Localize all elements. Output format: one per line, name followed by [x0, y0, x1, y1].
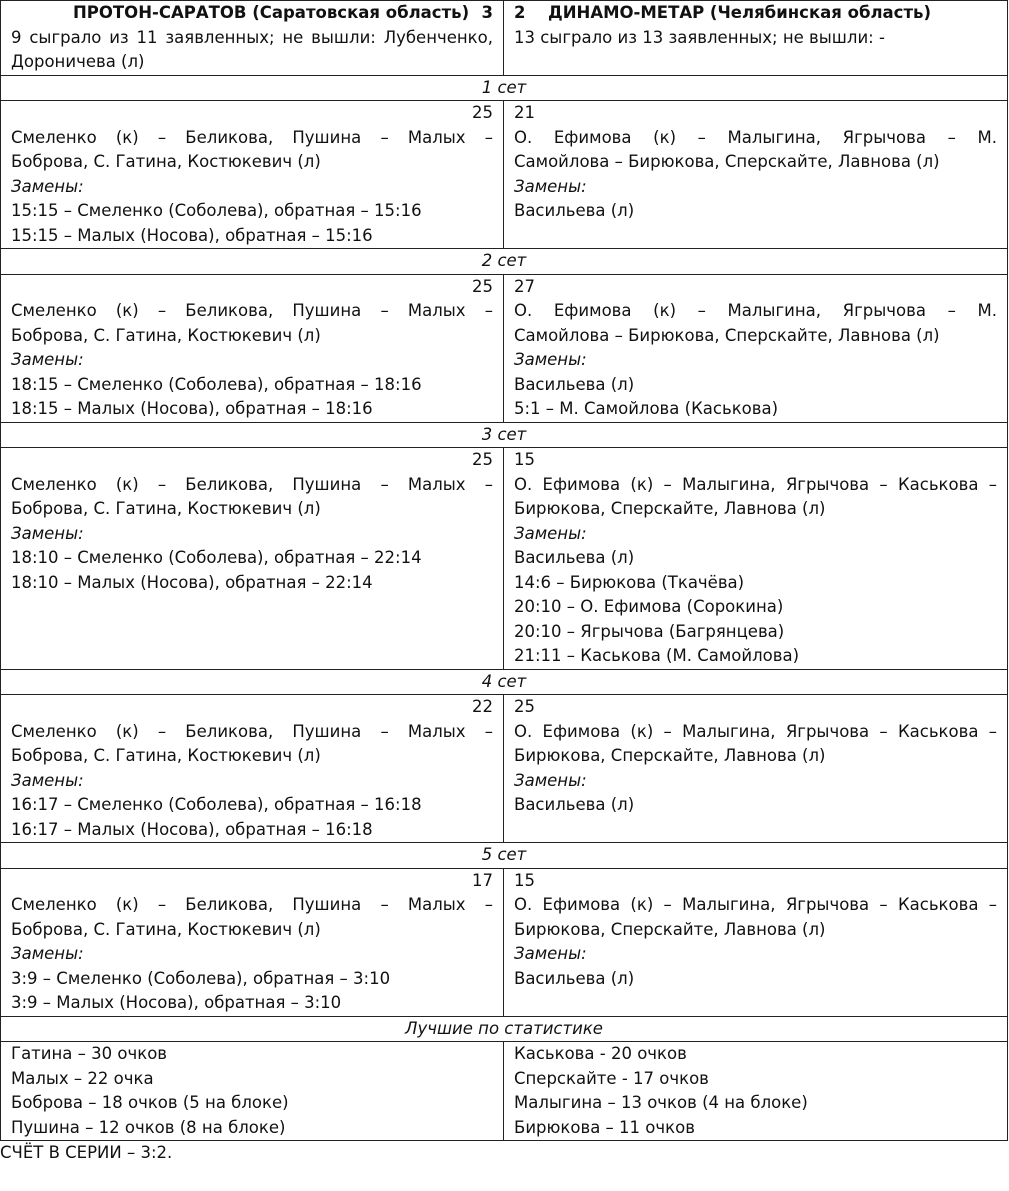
set-3-away-subs-label: Замены: [514, 523, 587, 543]
set-5-away-cell [504, 868, 1008, 1016]
set-1-title: 1 сет [1, 75, 1008, 101]
set-title-row [1, 843, 1008, 869]
set-4-away-cell [504, 695, 1008, 843]
set-4-home-sub: 16:17 – Смеленко (Соболева), обратная – 16:18 [11, 795, 422, 814]
set-2-away-sub: Васильева (л) [514, 374, 635, 394]
set-1-away-lineup-line1: О. Ефимова (к) – Малыгина, Ягрычова – М. [514, 127, 997, 147]
home-team-roster-info-line1: 9 сыграло из 11 заявленных; не вышли: Лубенченко, [11, 27, 493, 47]
set-4-home-points: 22 [472, 697, 493, 716]
set-4-away-sub: Васильева (л) [514, 795, 635, 814]
set-2-home-sub: 18:15 – Смеленко (Соболева), обратная – 18:16 [11, 374, 422, 394]
set-2-home-points: 25 [472, 276, 493, 296]
set-5-away-sub: Васильева (л) [514, 968, 635, 988]
set-2-home-cell [1, 274, 504, 422]
set-title-row [1, 75, 1008, 101]
set-2-home-subs-label: Замены: [11, 350, 84, 369]
set-5-home-cell [1, 868, 504, 1016]
set-2-away-lineup-line2: Самойлова – Бирюкова, Сперскайте, Лавнова (л) [514, 325, 940, 345]
set-2-home-sub: 18:15 – Малых (Носова), обратная – 18:16 [11, 399, 373, 418]
set-4-home-cell [1, 695, 504, 843]
set-3-away-sub: Васильева (л) [514, 548, 635, 567]
set-1-home-sub: 15:15 – Малых (Носова), обратная – 15:16 [11, 225, 373, 245]
set-4-home-lineup-line2: Боброва, С. Гатина, Костюкевич (л) [11, 746, 321, 765]
set-4-away-lineup-line2: Бирюкова, Сперскайте, Лавнова (л) [514, 746, 826, 765]
best-player-away: Бирюкова – 11 очков [514, 1117, 695, 1137]
best-player-home: Боброва – 18 очков (5 на блоке) [11, 1093, 289, 1112]
set-5-away-subs-label: Замены: [514, 944, 587, 963]
set-2-away-subs-label: Замены: [514, 350, 587, 369]
set-4-row [1, 695, 1008, 843]
set-3-home-points: 25 [472, 450, 493, 469]
set-1-away-sub: Васильева (л) [514, 201, 635, 220]
set-3-away-sub: 14:6 – Бирюкова (Ткачёва) [514, 572, 745, 592]
set-1-away-cell [504, 101, 1008, 249]
set-5-away-points: 15 [514, 870, 535, 890]
home-team-heading [11, 1, 493, 26]
set-5-away-lineup-line2: Бирюкова, Сперскайте, Лавнова (л) [514, 919, 826, 939]
set-5-away-lineup-line1: О. Ефимова (к) – Малыгина, Ягрычова – Каськова – [514, 895, 997, 914]
best-player-home: Гатина – 30 очков [11, 1044, 168, 1063]
set-1-home-sub: 15:15 – Смеленко (Соболева), обратная – 15:16 [11, 201, 422, 220]
home-team-name: ПРОТОН-САРАТОВ (Саратовская область) [73, 3, 470, 22]
set-5-title: 5 сет [1, 843, 1008, 869]
set-2-row [1, 274, 1008, 422]
set-4-title: 4 сет [1, 669, 1008, 695]
set-5-home-subs-label: Замены: [11, 944, 84, 963]
set-4-away-points: 25 [514, 697, 535, 716]
best-players-home-cell [1, 1042, 504, 1141]
set-3-away-lineup-line2: Бирюкова, Сперскайте, Лавнова (л) [514, 499, 826, 518]
set-3-away-sub: 21:11 – Каськова (М. Самойлова) [514, 646, 800, 665]
best-players-away-cell [504, 1042, 1008, 1141]
set-4-home-sub: 16:17 – Малых (Носова), обратная – 16:18 [11, 819, 373, 839]
best-player-away: Каськова - 20 очков [514, 1044, 687, 1063]
home-team-roster-info-line2: Дороничева (л) [11, 52, 145, 71]
away-team-cell [504, 1, 1008, 76]
set-1-home-subs-label: Замены: [11, 176, 84, 196]
set-3-home-lineup-line2: Боброва, С. Гатина, Костюкевич (л) [11, 499, 321, 518]
set-4-home-lineup-line1: Смеленко (к) – Беликова, Пушина – Малых – [11, 721, 493, 741]
set-title-row [1, 422, 1008, 448]
away-team-heading [514, 1, 997, 26]
set-1-away-lineup-line2: Самойлова – Бирюкова, Сперскайте, Лавнова (л) [514, 152, 940, 171]
best-player-away: Малыгина – 13 очков (4 на блоке) [514, 1093, 808, 1112]
set-3-away-sub: 20:10 – Ягрычова (Багрянцева) [514, 621, 785, 641]
set-4-away-lineup-line1: О. Ефимова (к) – Малыгина, Ягрычова – Каськова – [514, 721, 997, 741]
away-team-roster-info: 13 сыграло из 13 заявленных; не вышли: - [514, 27, 885, 47]
set-1-away-subs-label: Замены: [514, 176, 587, 196]
set-1-home-cell [1, 101, 504, 249]
set-1-row [1, 101, 1008, 249]
set-3-home-sub: 18:10 – Смеленко (Соболева), обратная – 22:14 [11, 548, 422, 567]
away-team-name: ДИНАМО-МЕТАР (Челябинская область) [548, 3, 932, 22]
set-2-away-points: 27 [514, 276, 535, 296]
away-team-score: 2 [514, 3, 526, 22]
set-5-home-points: 17 [472, 870, 493, 890]
set-3-away-points: 15 [514, 450, 535, 469]
set-5-home-sub: 3:9 – Малых (Носова), обратная – 3:10 [11, 993, 342, 1012]
best-player-away: Сперскайте - 17 очков [514, 1068, 709, 1088]
best-player-home: Малых – 22 очка [11, 1068, 154, 1088]
set-3-home-sub: 18:10 – Малых (Носова), обратная – 22:14 [11, 572, 373, 592]
set-3-row [1, 448, 1008, 670]
set-3-home-cell [1, 448, 504, 670]
set-2-away-cell [504, 274, 1008, 422]
set-5-home-lineup-line2: Боброва, С. Гатина, Костюкевич (л) [11, 919, 321, 939]
set-1-away-points: 21 [514, 103, 535, 122]
set-5-row [1, 868, 1008, 1016]
series-score: СЧЁТ В СЕРИИ – 3:2. [0, 1143, 173, 1162]
set-title-row [1, 669, 1008, 695]
set-3-title: 3 сет [1, 422, 1008, 448]
set-2-title: 2 сет [1, 249, 1008, 275]
set-3-away-cell [504, 448, 1008, 670]
best-players-title: Лучшие по статистике [1, 1016, 1008, 1042]
set-1-home-points: 25 [472, 103, 493, 122]
home-team-score: 3 [481, 3, 493, 22]
set-5-home-lineup-line1: Смеленко (к) – Беликова, Пушина – Малых – [11, 895, 493, 914]
set-2-away-sub: 5:1 – М. Самойлова (Каськова) [514, 399, 779, 418]
set-2-home-lineup-line2: Боброва, С. Гатина, Костюкевич (л) [11, 325, 321, 345]
set-title-row [1, 249, 1008, 275]
set-3-away-sub: 20:10 – О. Ефимова (Сорокина) [514, 597, 784, 616]
set-1-home-lineup-line1: Смеленко (к) – Беликова, Пушина – Малых – [11, 127, 493, 147]
set-2-away-lineup-line1: О. Ефимова (к) – Малыгина, Ягрычова – М. [514, 301, 997, 320]
home-team-cell [1, 1, 504, 76]
set-3-away-lineup-line1: О. Ефимова (к) – Малыгина, Ягрычова – Каськова – [514, 474, 997, 494]
best-players-row [1, 1042, 1008, 1141]
set-3-home-lineup-line1: Смеленко (к) – Беликова, Пушина – Малых – [11, 474, 493, 494]
set-5-home-sub: 3:9 – Смеленко (Соболева), обратная – 3:10 [11, 968, 391, 988]
best-players-title-row [1, 1016, 1008, 1042]
teams-header-row [1, 1, 1008, 76]
set-2-home-lineup-line1: Смеленко (к) – Беликова, Пушина – Малых – [11, 301, 493, 320]
set-1-home-lineup-line2: Боброва, С. Гатина, Костюкевич (л) [11, 152, 321, 171]
best-player-home: Пушина – 12 очков (8 на блоке) [11, 1117, 286, 1137]
set-4-away-subs-label: Замены: [514, 770, 587, 790]
set-3-home-subs-label: Замены: [11, 523, 84, 543]
set-4-home-subs-label: Замены: [11, 770, 84, 790]
